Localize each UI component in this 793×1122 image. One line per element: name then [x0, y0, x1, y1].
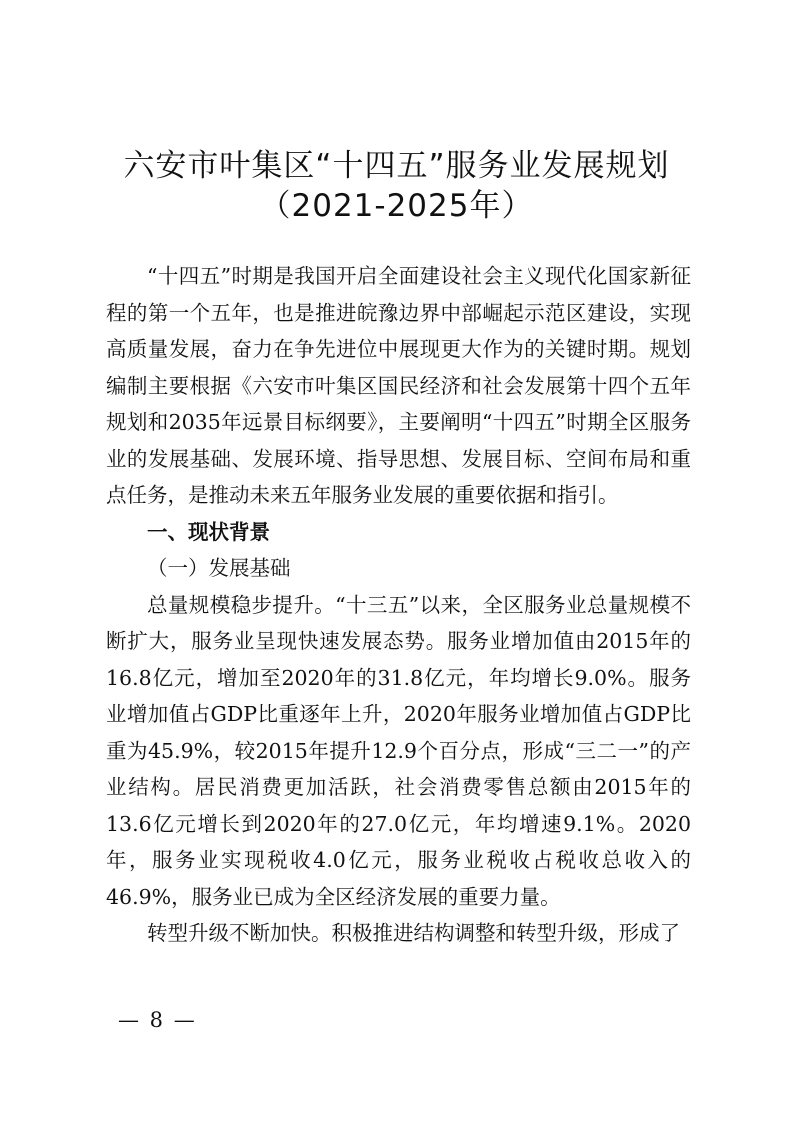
subsection-heading: （一）发展基础: [147, 556, 291, 580]
section-heading: 一、现状背景: [147, 519, 270, 544]
page-number: — 8 —: [118, 1008, 197, 1032]
body-paragraph-continued: 转型升级不断加快。积极推进结构调整和转型升级，形成了: [147, 921, 680, 945]
document-title-years: （2021-2025年）: [259, 188, 534, 224]
document-title: 六安市叶集区“十四五”服务业发展规划: [123, 148, 670, 184]
intro-paragraph: “十四五”时期是我国开启全面建设社会主义现代化国家新征程的第一个五年，也是推进皖豫边界中部崛起示范区建设，实现高质量发展，奋力在争先进位中展现更大作为的关键时期。规划编制主要根据《六安市叶集区国民经济和社会发展第十四个五年规划和2035年远景目标纲要》，主要阐明“十四五”时期全区服务业的发展基础、发展环境、指导思想、发展目标、空间布局和重点任务，是推动未来五年服务业发展的重要依据和指引。: [106, 264, 691, 507]
body-paragraph: 总量规模稳步提升。“十三五”以来，全区服务业总量规模不断扩大，服务业呈现快速发展态势。服务业增加值由2015年的16.8亿元，增加至2020年的31.8亿元，年均增长9.0%。服务业增加值占GDP比重逐年上升，2020年服务业增加值占GDP比重为45.9%，较2015年提升12.9个百分点，形成“三二一”的产业结构。居民消费更加活跃，社会消费零售总额由2015年的13.6亿元增长到2020年的27.0亿元，年均增速9.1%。2020年，服务业实现税收4.0亿元，服务业税收占税收总收入的46.9%，服务业已成为全区经济发展的重要力量。: [106, 592, 691, 909]
document-body: [106, 258, 691, 952]
